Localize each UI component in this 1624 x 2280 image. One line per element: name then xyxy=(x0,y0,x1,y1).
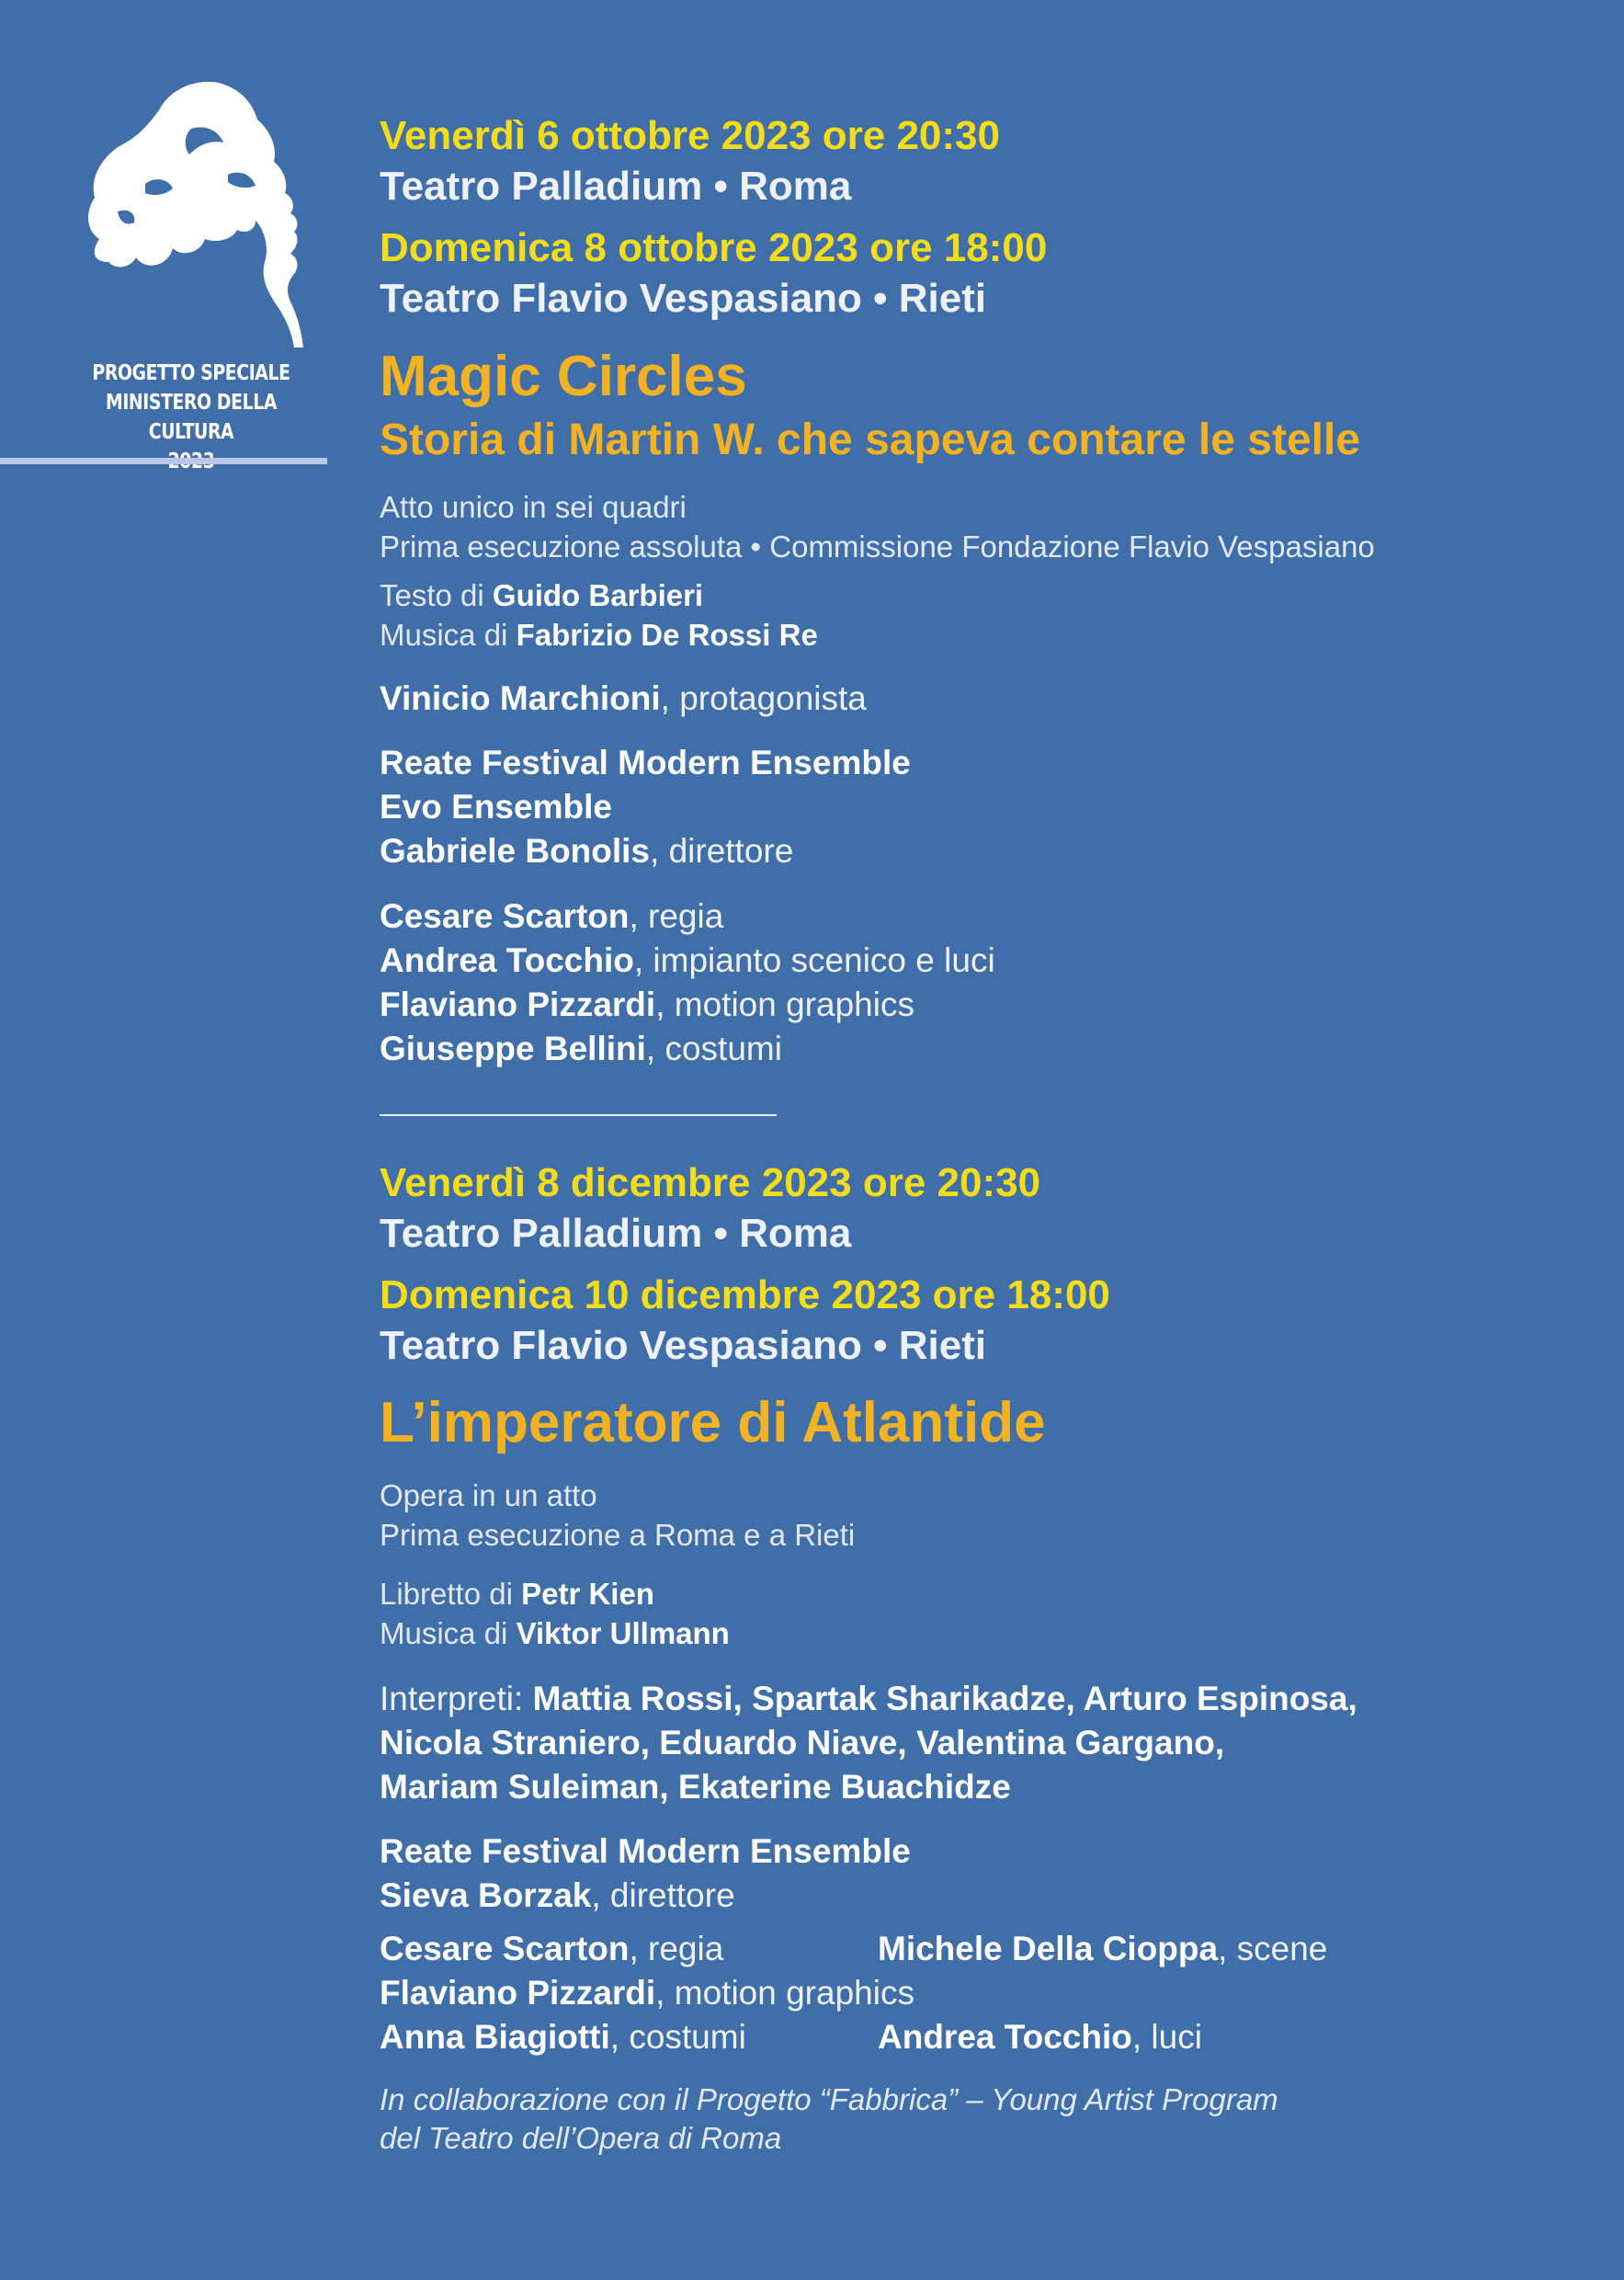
event1-music-credit: Musica di Fabrizio De Rossi Re xyxy=(380,618,818,652)
portrait-silhouette-icon xyxy=(81,74,324,349)
event2-date-2: Domenica 10 dicembre 2023 ore 18:00 xyxy=(380,1272,1110,1317)
event1-crew-motion: Flaviano Pizzardi, motion graphics xyxy=(380,986,914,1023)
event2-venue-1: Teatro Palladium • Roma xyxy=(380,1211,852,1256)
collaboration-note-line-2: del Teatro dell’Opera di Roma xyxy=(380,2121,782,2155)
event1-ensemble-1: Reate Festival Modern Ensemble xyxy=(380,744,911,781)
logo-line-1: PROGETTO SPECIALE xyxy=(92,361,290,385)
logo-divider xyxy=(0,458,327,464)
event1-ensemble-2: Evo Ensemble xyxy=(380,788,612,826)
event2-crew-costumi: Anna Biagiotti, costumi xyxy=(380,2018,746,2056)
event1-crew-costumi: Giuseppe Bellini, costumi xyxy=(380,1030,782,1067)
event1-crew-regia: Cesare Scarton, regia xyxy=(380,897,724,935)
event2-conductor: Sieva Borzak, direttore xyxy=(380,1876,735,1914)
event1-crew-scene: Andrea Tocchio, impianto scenico e luci xyxy=(380,941,995,979)
event2-ensemble: Reate Festival Modern Ensemble xyxy=(380,1832,911,1870)
event2-venue-2: Teatro Flavio Vespasiano • Rieti xyxy=(380,1323,987,1368)
event1-venue-1: Teatro Palladium • Roma xyxy=(380,164,852,209)
collaboration-note-line-1: In collaborazione con il Progetto “Fabbrica” – Young Artist Program xyxy=(380,2082,1278,2116)
event1-text-credit: Testo di Guido Barbieri xyxy=(380,578,704,612)
event2-date-1: Venerdì 8 dicembre 2023 ore 20:30 xyxy=(380,1160,1041,1205)
event2-performers-line-1: Interpreti: Mattia Rossi, Spartak Sharikadze, Arturo Espinosa, xyxy=(380,1680,1357,1717)
event1-info-1: Atto unico in sei quadri xyxy=(380,490,687,524)
event1-date-1: Venerdì 6 ottobre 2023 ore 20:30 xyxy=(380,113,1000,158)
event2-performers-line-2: Nicola Straniero, Eduardo Niave, Valentina Gargano, xyxy=(380,1724,1225,1761)
event2-crew-regia: Cesare Scarton, regia xyxy=(380,1930,724,1967)
event1-title: Magic Circles xyxy=(380,345,747,408)
event1-date-2: Domenica 8 ottobre 2023 ore 18:00 xyxy=(380,225,1048,270)
event2-performers-line-3: Mariam Suleiman, Ekaterine Buachidze xyxy=(380,1768,1011,1806)
section-divider xyxy=(380,1114,777,1116)
event2-info-2: Prima esecuzione a Roma e a Rieti xyxy=(380,1518,856,1552)
event2-libretto-credit: Libretto di Petr Kien xyxy=(380,1577,654,1611)
event2-music-credit: Musica di Viktor Ullmann xyxy=(380,1616,730,1650)
event2-crew-motion: Flaviano Pizzardi, motion graphics xyxy=(380,1974,914,2012)
event2-crew-scene: Michele Della Cioppa, scene xyxy=(878,1930,1328,1967)
event2-title: L’imperatore di Atlantide xyxy=(380,1391,1046,1454)
event1-protagonist: Vinicio Marchioni, protagonista xyxy=(380,679,867,717)
event1-subtitle: Storia di Martin W. che sapeva contare le stelle xyxy=(380,416,1361,464)
event1-conductor: Gabriele Bonolis, direttore xyxy=(380,832,794,870)
logo-line-2: MINISTERO DELLA CULTURA xyxy=(105,391,278,444)
event1-info-2: Prima esecuzione assoluta • Commissione Fondazione Flavio Vespasiano xyxy=(380,530,1375,564)
event2-info-1: Opera in un atto xyxy=(380,1478,597,1512)
event2-crew-luci: Andrea Tocchio, luci xyxy=(878,2018,1202,2056)
event1-venue-2: Teatro Flavio Vespasiano • Rieti xyxy=(380,276,987,321)
